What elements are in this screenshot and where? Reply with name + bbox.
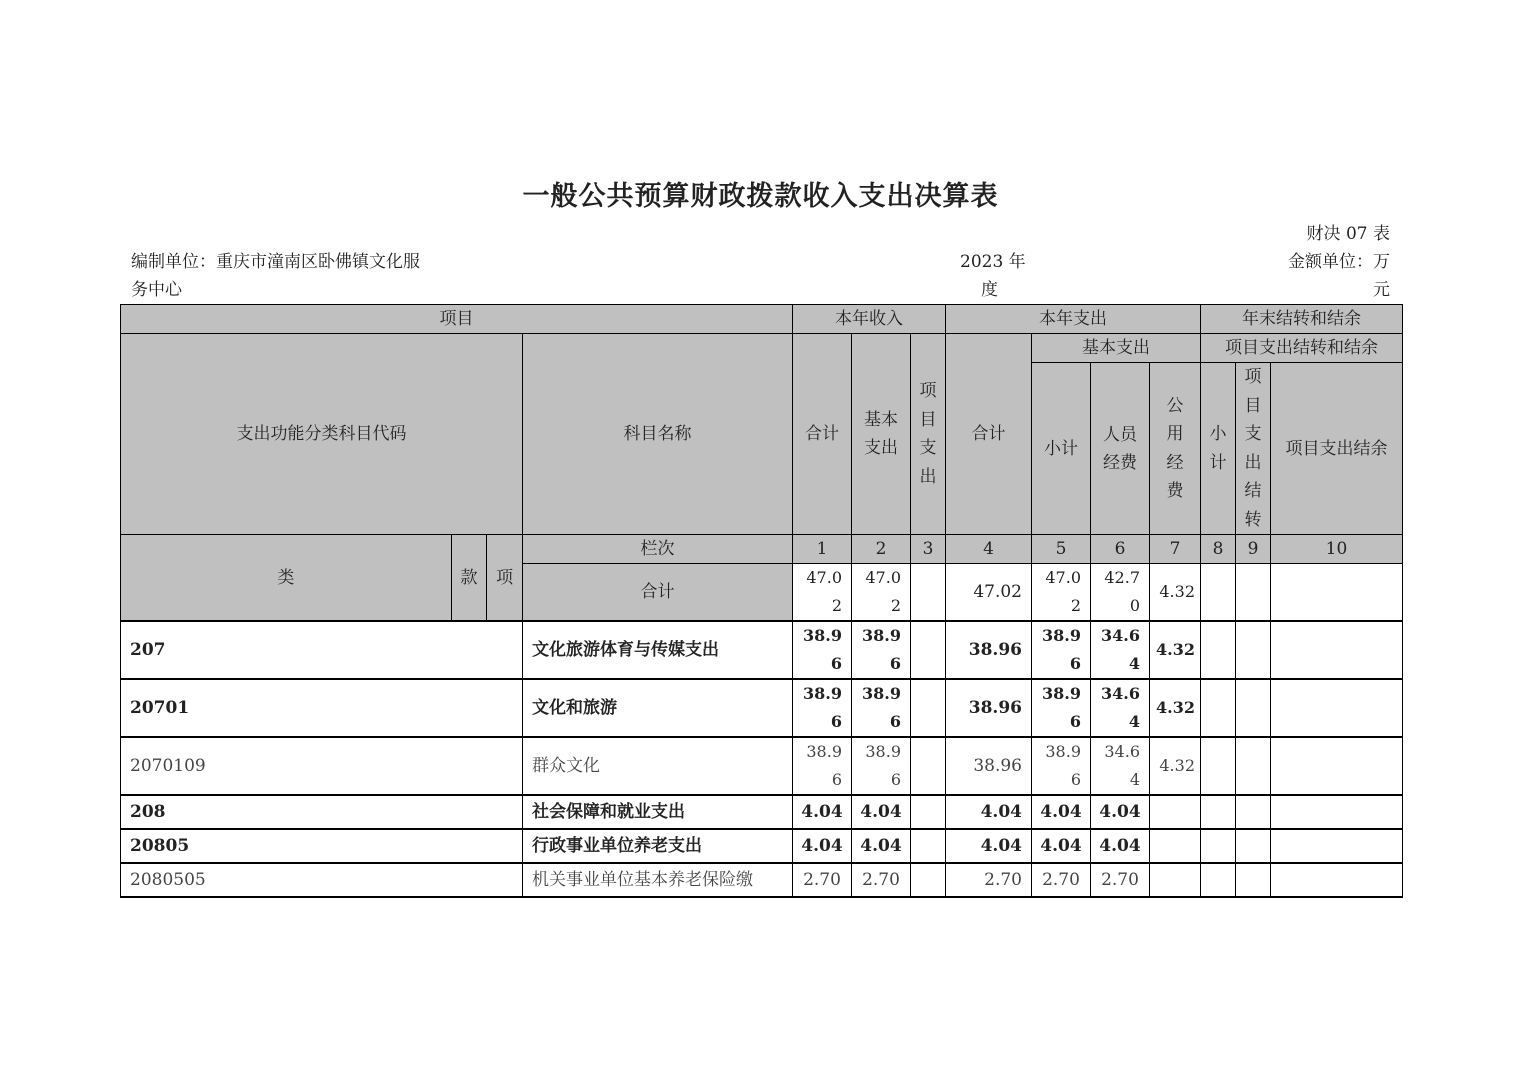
- col-num: 2: [852, 535, 911, 564]
- row-c6: 34.64: [1091, 679, 1150, 737]
- currency-label: 金额单位：万: [1288, 252, 1390, 272]
- header-lei: 类: [277, 567, 295, 588]
- row-code: 20805: [121, 829, 523, 863]
- row-c9: [1236, 679, 1271, 737]
- header-subject-name: 科目名称: [523, 334, 793, 535]
- header-kuan: 款: [451, 535, 487, 620]
- row-c1: 38.96: [793, 679, 852, 737]
- header-func-code: 支出功能分类科目代码: [121, 334, 523, 535]
- row-c9: [1236, 621, 1271, 679]
- currency-label-cont: 元: [1373, 280, 1390, 300]
- row-c10: [1271, 795, 1403, 829]
- row-name: 文化和旅游: [523, 679, 793, 737]
- row-c10: [1271, 621, 1403, 679]
- row-c4: 38.96: [946, 621, 1032, 679]
- row-c5: 4.04: [1032, 795, 1091, 829]
- col-num: 3: [911, 535, 946, 564]
- year-label-cont: 度: [981, 280, 998, 300]
- header-income-project: 项目支出: [911, 334, 946, 535]
- row-c2: 38.96: [852, 679, 911, 737]
- table-row: [121, 621, 1403, 679]
- row-c1: 38.96: [793, 621, 852, 679]
- header-lei-cell: [121, 535, 523, 622]
- row-c8: [1201, 621, 1236, 679]
- row-c1: 38.96: [793, 737, 852, 795]
- table-row: [121, 737, 1403, 795]
- row-c5: 38.96: [1032, 737, 1091, 795]
- row-name: 行政事业单位养老支出: [523, 829, 793, 863]
- row-c2: 4.04: [852, 829, 911, 863]
- row-code: 208: [121, 795, 523, 829]
- col-num: 1: [793, 535, 852, 564]
- header-public: 公用经费: [1150, 363, 1201, 535]
- year-label: 2023 年: [960, 252, 1026, 272]
- row-c7: 4.32: [1150, 621, 1201, 679]
- col-order-row: [121, 535, 1403, 564]
- col-num: 9: [1236, 535, 1271, 564]
- row-c5: 38.96: [1032, 679, 1091, 737]
- row-c5: 2.70: [1032, 863, 1091, 897]
- row-c4: 4.04: [946, 795, 1032, 829]
- total-c5: 47.02: [1032, 564, 1091, 622]
- header-subtotal: 小计: [1032, 363, 1091, 535]
- page-title: 一般公共预算财政拨款收入支出决算表: [522, 181, 999, 212]
- row-c4: 38.96: [946, 679, 1032, 737]
- row-c1: 4.04: [793, 795, 852, 829]
- header-income: 本年收入: [793, 305, 946, 334]
- row-c4: 4.04: [946, 829, 1032, 863]
- row-c10: [1271, 829, 1403, 863]
- row-c7: [1150, 863, 1201, 897]
- row-c3: [911, 829, 946, 863]
- row-c1: 2.70: [793, 863, 852, 897]
- header-sum: 合计: [523, 564, 793, 622]
- header-income-total: 合计: [793, 334, 852, 535]
- row-c5: 4.04: [1032, 829, 1091, 863]
- row-c6: 34.64: [1091, 737, 1150, 795]
- row-c2: 38.96: [852, 737, 911, 795]
- header-expense: 本年支出: [946, 305, 1201, 334]
- row-code: 2080505: [121, 863, 523, 897]
- header-item: 项目: [121, 305, 793, 334]
- total-c10: [1271, 564, 1403, 622]
- row-c10: [1271, 737, 1403, 795]
- row-c1: 4.04: [793, 829, 852, 863]
- row-c2: 38.96: [852, 621, 911, 679]
- col-num: 6: [1091, 535, 1150, 564]
- row-c7: 4.32: [1150, 679, 1201, 737]
- row-c8: [1201, 795, 1236, 829]
- row-c4: 38.96: [946, 737, 1032, 795]
- row-c7: 4.32: [1150, 737, 1201, 795]
- row-c2: 2.70: [852, 863, 911, 897]
- col-num: 8: [1201, 535, 1236, 564]
- row-c3: [911, 621, 946, 679]
- row-name: 群众文化: [523, 737, 793, 795]
- header-carryover: 年末结转和结余: [1201, 305, 1403, 334]
- total-c3: [911, 564, 946, 622]
- unit-label-cont: 务中心: [131, 280, 182, 300]
- row-name: 机关事业单位基本养老保险缴: [523, 863, 793, 897]
- row-c3: [911, 679, 946, 737]
- row-c9: [1236, 737, 1271, 795]
- row-c9: [1236, 863, 1271, 897]
- row-code: 2070109: [121, 737, 523, 795]
- total-c2: 47.02: [852, 564, 911, 622]
- row-c4: 2.70: [946, 863, 1032, 897]
- row-c6: 34.64: [1091, 621, 1150, 679]
- row-name: 文化旅游体育与传媒支出: [523, 621, 793, 679]
- total-c8: [1201, 564, 1236, 622]
- header-proj-carry: 项目支出结转和结余: [1201, 334, 1403, 363]
- header-proj-carry-short: 项目支出结转: [1236, 363, 1271, 535]
- row-c9: [1236, 829, 1271, 863]
- row-c10: [1271, 679, 1403, 737]
- form-number: 财决 07 表: [1306, 224, 1390, 244]
- header-row-2: [121, 334, 1403, 363]
- row-code: 20701: [121, 679, 523, 737]
- row-c2: 4.04: [852, 795, 911, 829]
- col-num: 4: [946, 535, 1032, 564]
- row-c8: [1201, 863, 1236, 897]
- table-row: [121, 795, 1403, 829]
- row-c6: 4.04: [1091, 829, 1150, 863]
- header-personnel: 人员经费: [1091, 363, 1150, 535]
- row-c8: [1201, 737, 1236, 795]
- table-row: [121, 829, 1403, 863]
- header-row-1: [121, 305, 1403, 334]
- table-row: [121, 863, 1403, 897]
- row-c8: [1201, 829, 1236, 863]
- row-c7: [1150, 795, 1201, 829]
- total-c6: 42.70: [1091, 564, 1150, 622]
- row-c9: [1236, 795, 1271, 829]
- total-c1: 47.02: [793, 564, 852, 622]
- row-c6: 2.70: [1091, 863, 1150, 897]
- header-basic-expense: 基本支出: [1032, 334, 1201, 363]
- header-xiang: 项: [486, 535, 522, 620]
- total-c4: 47.02: [946, 564, 1032, 622]
- header-expense-total: 合计: [946, 334, 1032, 535]
- header-col-order: 栏次: [523, 535, 793, 564]
- row-code: 207: [121, 621, 523, 679]
- header-proj-surplus: 项目支出结余: [1271, 363, 1403, 535]
- row-c10: [1271, 863, 1403, 897]
- header-income-basic: 基本支出: [852, 334, 911, 535]
- budget-table: [120, 304, 1403, 898]
- row-c7: [1150, 829, 1201, 863]
- total-c7: 4.32: [1150, 564, 1201, 622]
- col-num: 5: [1032, 535, 1091, 564]
- row-c3: [911, 863, 946, 897]
- col-num: 10: [1271, 535, 1403, 564]
- table-row: [121, 679, 1403, 737]
- row-c6: 4.04: [1091, 795, 1150, 829]
- col-num: 7: [1150, 535, 1201, 564]
- row-c3: [911, 737, 946, 795]
- unit-label: 编制单位：重庆市潼南区卧佛镇文化服: [131, 252, 420, 272]
- row-c3: [911, 795, 946, 829]
- row-c5: 38.96: [1032, 621, 1091, 679]
- row-c8: [1201, 679, 1236, 737]
- row-name: 社会保障和就业支出: [523, 795, 793, 829]
- total-c9: [1236, 564, 1271, 622]
- header-sub-small: 小计: [1201, 363, 1236, 535]
